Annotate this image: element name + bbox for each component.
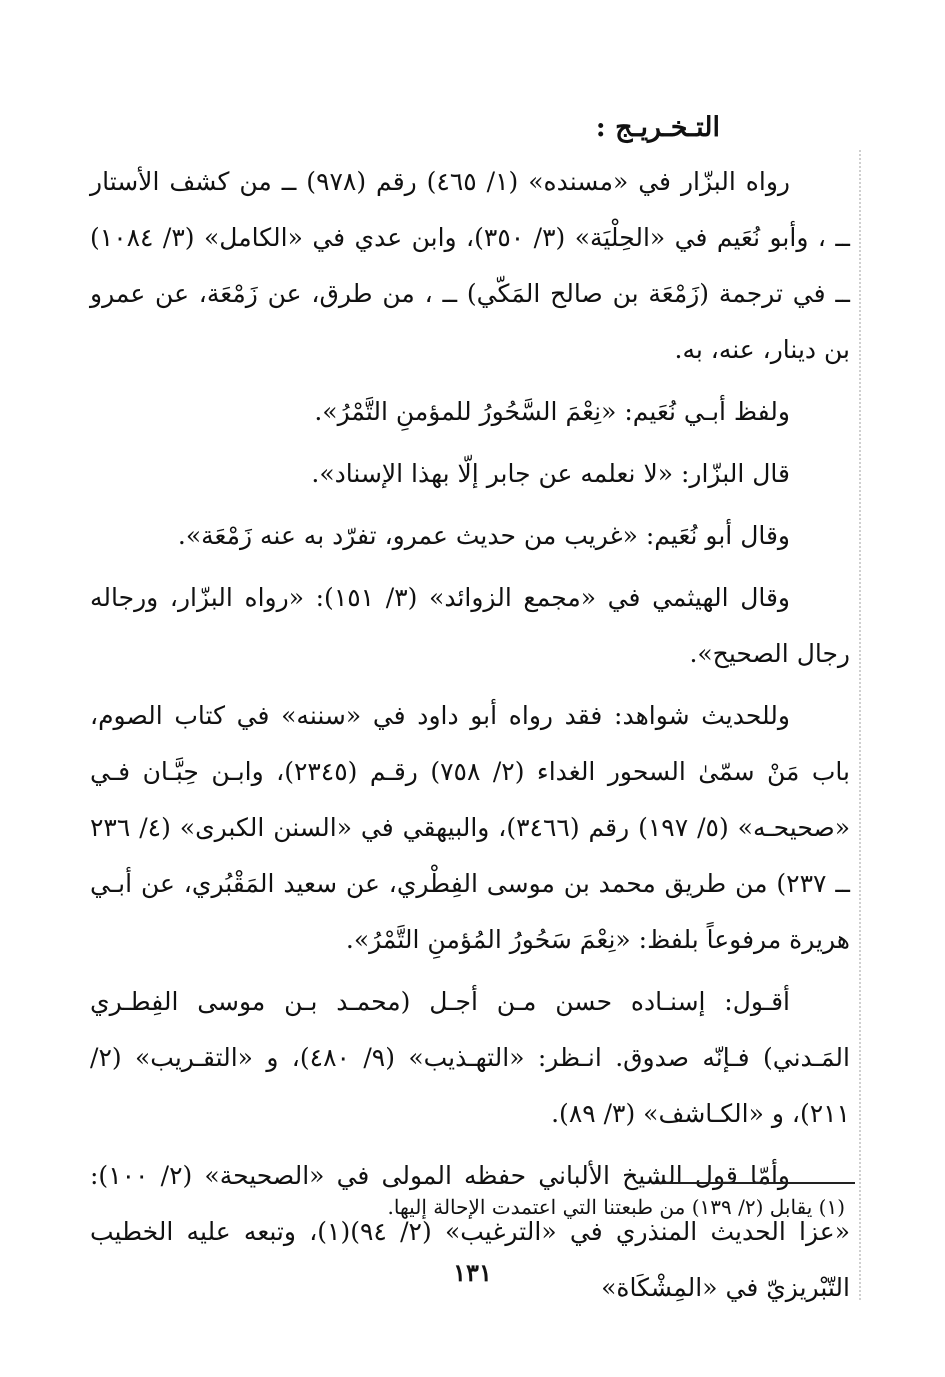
paragraph-takhrij: رواه البزّار في «مسنده» (١/ ٤٦٥) رقم (٩٧٨) ــ من كشف الأستار ــ ، وأبو نُعَيم في «الحِلْيَة» (٣/ ٣٥٠)، وابن عدي في «الكامل» (٣/ ١٠٨٤) ــ في ترجمة (زَمْعَة بن صالح المَكّي) ــ ، من طرق، عن زَمْعَة، عن عمرو بن دينار، عنه، به. xyxy=(90,167,851,364)
paragraph-albani: وأمّا قول الشيخ الألباني حفظه المولى في «الصحيحة» (٢/ ١٠٠): «عزا الحديث المنذري في «الترغيب» (٢/ ٩٤)(١)، وتبعه عليه الخطيب التّبْريزيّ في «المِشْكَاة» xyxy=(90,1161,850,1302)
paragraph-bazzar-comment: قال البزّار: «لا نعلمه عن جابر إلّا بهذا الإسناد». xyxy=(311,459,790,488)
footnote-divider xyxy=(655,1182,855,1184)
paragraph-aqool: أقـول: إسنـاده حسن مـن أجـل (محمـد بـن موسى الفِطـري المَـدني) فـإنّه صدوق. انـظر: «التهـذيب» (٩/ ٤٨٠)، و «التقـريب» (٢/ ٢١١)، و «الكـاشف» (٣/ ٨٩). xyxy=(90,987,850,1128)
paragraph-shawahid: وللحديث شواهد: فقد رواه أبو داود في «سننه» في كتاب الصوم، باب مَنْ سمّىٰ السحور الغداء (٢/ ٧٥٨) رقـم (٢٣٤٥)، وابـن حِبَّـان فـي «صحيحـه» (٥/ ١٩٧) رقم (٣٤٦٦)، والبيهقي في «السنن الكبرى» (٤/ ٢٣٦ ــ ٢٣٧) من طريق محمد بن موسى الفِطْري، عن سعيد المَقْبُري، عن أبـي هريرة مرفوعاً بلفظ: «نِعْمَ سَحُورُ المُؤمنِ التَّمْرُ». xyxy=(90,701,851,954)
paragraph-abu-nuaym-wording: ولفظ أبـي نُعَيم: «نِعْمَ السَّحُورُ للمؤمنِ التَّمْرُ». xyxy=(314,397,790,426)
margin-dotted-line xyxy=(857,150,861,1300)
section-heading: التـخـريـج : xyxy=(595,112,720,143)
paragraph-abu-nuaym-comment: وقال أبو نُعَيم: «غريب من حديث عمرو، تفرّد به عنه زَمْعَة». xyxy=(177,521,790,550)
page-number: ١٣١ xyxy=(453,1258,492,1287)
footnote: (١) يقابل (٢/ ١٣٩) من طبعتنا التي اعتمدت الإحالة إليها. xyxy=(387,1195,845,1219)
paragraph-haythami: وقال الهيثمي في «مجمع الزوائد» (٣/ ١٥١): «رواه البزّار، ورجاله رجال الصحيح». xyxy=(90,583,850,668)
page-body xyxy=(90,108,850,1322)
